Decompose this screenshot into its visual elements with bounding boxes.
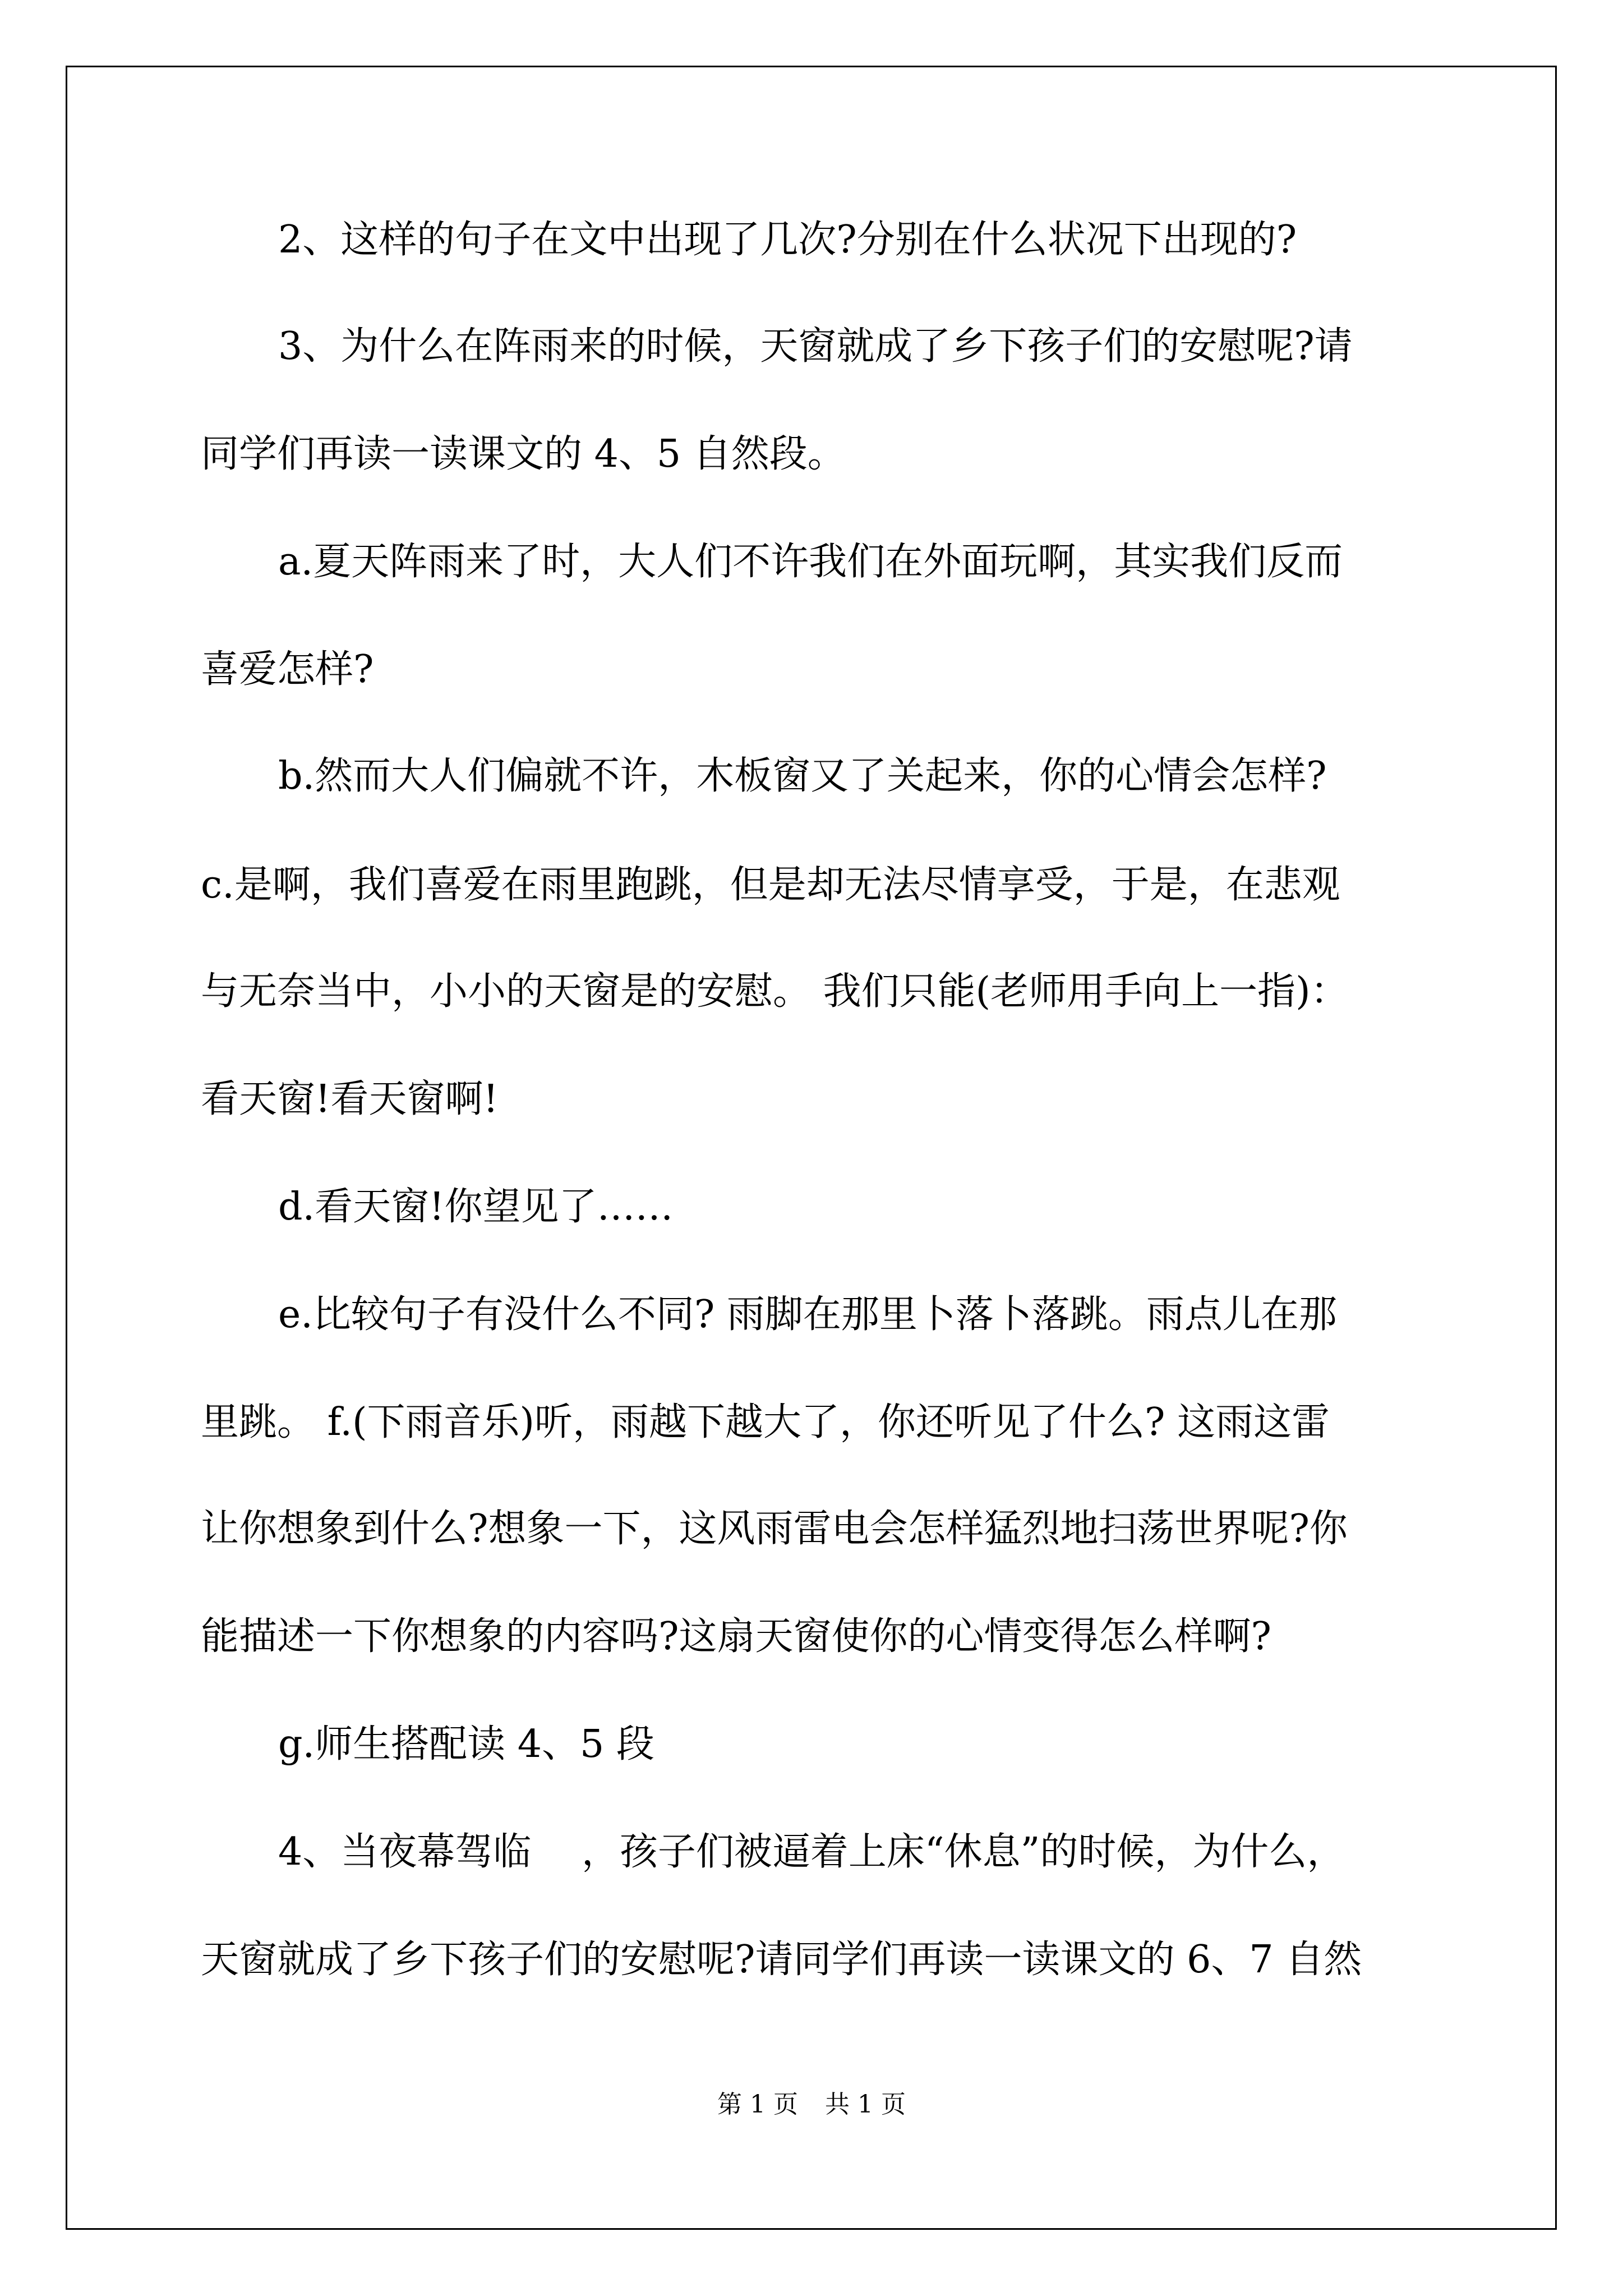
paragraph-line: b.然而大人们偏就不许，木板窗又了关起来，你的心情会怎样? — [278, 754, 1327, 798]
paragraph-line: c.是啊，我们喜爱在雨里跑跳，但是却无法尽情享受，于是，在悲观 — [201, 863, 1340, 907]
paragraph-line: 里跳。 f.(下雨音乐)听，雨越下越大了，你还听见了什么? 这雨这雷 — [201, 1400, 1330, 1444]
paragraph-line: 同学们再读一读课文的 4、5 自然段。 — [201, 432, 846, 476]
paragraph-line: 喜爱怎样? — [201, 647, 374, 692]
paragraph-line: 天窗就成了乡下孩子们的安慰呢?请同学们再读一读课文的 6、7 自然 — [201, 1938, 1362, 1982]
page-number-total: 共 1 页 — [825, 2090, 906, 2119]
paragraph-line: e.比较句子有没什么不同? 雨脚在那里卜落卜落跳。雨点儿在那 — [278, 1292, 1337, 1337]
paragraph-line: 2、这样的句子在文中出现了几次?分别在什么状况下出现的? — [278, 218, 1297, 262]
paragraph-line: d.看天窗!你望见了…… — [278, 1185, 674, 1229]
paragraph-line: 让你想象到什么?想象一下，这风雨雷电会怎样猛烈地扫荡世界呢?你 — [201, 1507, 1348, 1551]
paragraph-line: g.师生搭配读 4、5 段 — [278, 1722, 654, 1766]
paragraph-line: 能描述一下你想象的内容吗?这扇天窗使你的心情变得怎么样啊? — [201, 1614, 1271, 1659]
paragraph-line: 4、当夜幕驾临 ，孩子们被逼着上床“休息”的时候，为什么， — [278, 1830, 1345, 1874]
paragraph-line: a.夏天阵雨来了时，大人们不许我们在外面玩啊，其实我们反而 — [278, 540, 1343, 584]
page-number-current: 第 1 页 — [717, 2090, 798, 2119]
paragraph-line: 与无奈当中，小小的天窗是的安慰。 我们只能(老师用手向上一指)： — [201, 969, 1349, 1014]
page-border — [66, 66, 1557, 2230]
page-footer — [0, 2088, 1623, 2122]
paragraph-line: 3、为什么在阵雨来的时候，天窗就成了乡下孩子们的安慰呢?请 — [278, 324, 1353, 369]
paragraph-line: 看天窗!看天窗啊! — [201, 1077, 499, 1121]
